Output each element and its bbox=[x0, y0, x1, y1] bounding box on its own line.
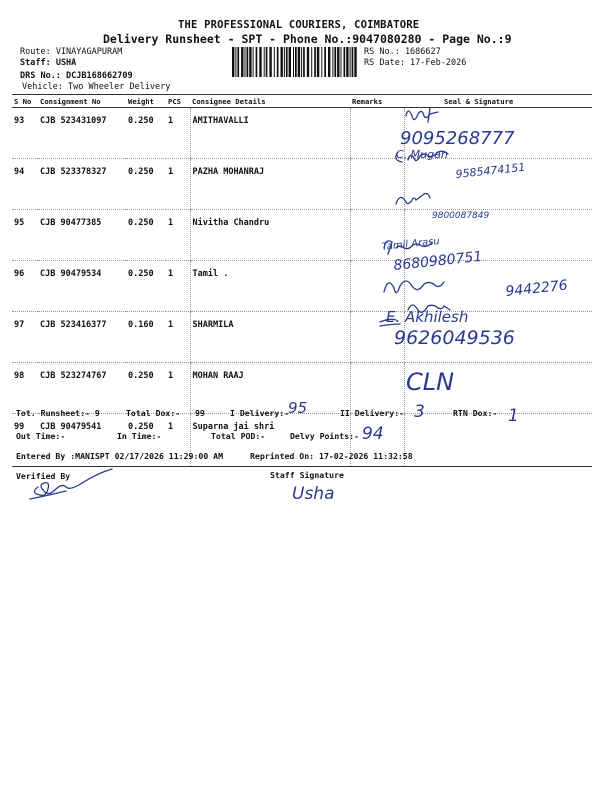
handwriting-i-delivery: 95 bbox=[288, 399, 308, 417]
cell-pcs: 1 bbox=[166, 414, 190, 467]
col-pcs: PCS bbox=[166, 95, 190, 108]
cell-weight: 0.250 bbox=[126, 210, 166, 261]
handwriting-r99: CLN bbox=[406, 368, 455, 396]
barcode-bar bbox=[321, 47, 322, 77]
barcode-bar bbox=[256, 47, 258, 77]
drs-number: DRS No.: DCJB168662709 bbox=[20, 71, 133, 81]
barcode-bar bbox=[253, 47, 254, 77]
handwriting-r97-number: 9442276 bbox=[504, 277, 569, 300]
total-dox-label: Total Dox:- bbox=[126, 408, 181, 418]
out-time-label: Out Time:- bbox=[16, 431, 66, 441]
barcode-bar bbox=[289, 47, 291, 77]
barcode bbox=[232, 47, 358, 77]
cell-pcs: 1 bbox=[166, 261, 190, 312]
barcode-bar bbox=[346, 47, 348, 77]
barcode-bar bbox=[293, 47, 294, 77]
cell-consignee: Tamil . bbox=[190, 261, 350, 312]
handwriting-delvy-points: 94 bbox=[362, 424, 384, 444]
handwriting-r96-number: 8680980751 bbox=[392, 248, 484, 274]
cell-pcs: 1 bbox=[166, 363, 190, 414]
handwriting-r94-name: C. Mugan bbox=[396, 148, 448, 161]
barcode-bar bbox=[328, 47, 330, 77]
barcode-bar bbox=[311, 47, 312, 77]
cell-weight: 0.160 bbox=[126, 312, 166, 363]
cell-pcs: 1 bbox=[166, 312, 190, 363]
barcode-bar bbox=[281, 47, 283, 77]
in-time-label: In Time:- bbox=[117, 431, 162, 441]
cell-weight: 0.250 bbox=[126, 363, 166, 414]
i-delivery-label: I Delivery:- bbox=[230, 408, 290, 418]
cell-consignment: CJB 523378327 bbox=[38, 159, 126, 210]
barcode-bar bbox=[337, 47, 339, 77]
col-remarks: Remarks bbox=[350, 95, 404, 108]
cell-pcs: 1 bbox=[166, 108, 190, 159]
barcode-bar bbox=[317, 47, 319, 77]
barcode-bar bbox=[298, 47, 300, 77]
barcode-bar bbox=[269, 47, 271, 77]
barcode-bar bbox=[247, 47, 249, 77]
barcode-bar bbox=[274, 47, 275, 77]
staff-label: Staff: USHA bbox=[20, 58, 77, 68]
barcode-bar bbox=[303, 47, 305, 77]
total-dox-value: 99 bbox=[195, 408, 205, 418]
cell-weight: 0.250 bbox=[126, 261, 166, 312]
signature-area bbox=[378, 100, 588, 420]
verified-by-label: Verified By bbox=[16, 471, 71, 481]
barcode-bar bbox=[259, 47, 261, 77]
barcode-bar bbox=[354, 47, 356, 77]
barcode-bar bbox=[241, 47, 243, 77]
barcode-bar bbox=[277, 47, 279, 77]
barcode-bar bbox=[286, 47, 288, 77]
vehicle-label: Vehicle: Two Wheeler Delivery bbox=[22, 82, 171, 92]
cell-pcs: 1 bbox=[166, 159, 190, 210]
sheet-title: Delivery Runsheet - SPT - Phone No.:9047080280 - Page No.:9 bbox=[103, 32, 512, 46]
barcode-bar bbox=[301, 47, 302, 77]
handwriting-r95: 9800087849 bbox=[432, 211, 490, 221]
barcode-bar bbox=[232, 47, 234, 77]
footer-handwriting bbox=[0, 395, 600, 535]
cell-consignment: CJB 90479541 bbox=[38, 414, 126, 467]
handwriting-staff-sign: Usha bbox=[292, 484, 335, 504]
cell-consignment: CJB 523274767 bbox=[38, 363, 126, 414]
cell-weight: 0.250 bbox=[126, 108, 166, 159]
cell-weight: 0.250 bbox=[126, 414, 166, 467]
barcode-bar bbox=[245, 47, 246, 77]
cell-consignee: MOHAN RAAJ bbox=[190, 363, 350, 414]
barcode-bar bbox=[235, 47, 236, 77]
col-weight: Weight bbox=[126, 95, 166, 108]
cell-sno: 94 bbox=[12, 159, 38, 210]
tot-runsheet: Tot. Runsheet:- 9 bbox=[16, 408, 100, 418]
barcode-bar bbox=[266, 47, 268, 77]
barcode-bar bbox=[334, 47, 336, 77]
barcode-bar bbox=[249, 47, 251, 77]
handwriting-r98-number: 9626049536 bbox=[394, 327, 515, 349]
handwriting-ii-delivery: 3 bbox=[414, 402, 425, 422]
cell-consignee: PAZHA MOHANRAJ bbox=[190, 159, 350, 210]
cell-sno: 99 bbox=[12, 414, 38, 467]
staff-signature-label: Staff Signature bbox=[270, 470, 344, 480]
cell-sno: 95 bbox=[12, 210, 38, 261]
cell-consignment: CJB 90477385 bbox=[38, 210, 126, 261]
reprinted-on: Reprinted On: 17-02-2026 11:32:58 bbox=[250, 451, 413, 461]
barcode-bar bbox=[332, 47, 333, 77]
verified-signature-scribble bbox=[30, 469, 112, 499]
barcode-bar bbox=[341, 47, 342, 77]
handwriting-r98-name: E. Akhilesh bbox=[386, 308, 469, 326]
barcode-bar bbox=[350, 47, 351, 77]
entered-by: Entered By :MANISPT 02/17/2026 11:29:00 AM bbox=[16, 451, 224, 461]
cell-consignee: Nivitha Chandru bbox=[190, 210, 350, 261]
cell-weight: 0.250 bbox=[126, 159, 166, 210]
rs-number: RS No.: 1686627 bbox=[364, 47, 441, 57]
cell-sno: 96 bbox=[12, 261, 38, 312]
cell-consignee: AMITHAVALLI bbox=[190, 108, 350, 159]
handwriting-r93: 9095268777 bbox=[400, 128, 515, 149]
route-label: Route: VINAYAGAPURAM bbox=[20, 47, 123, 57]
col-signature: Seal & Signature bbox=[404, 95, 592, 108]
cell-sno: 98 bbox=[12, 363, 38, 414]
col-sno: S No bbox=[12, 95, 38, 108]
barcode-bar bbox=[307, 47, 309, 77]
col-consignee: Consignee Details bbox=[190, 95, 350, 108]
cell-consignment: CJB 523431097 bbox=[38, 108, 126, 159]
barcode-bar bbox=[344, 47, 346, 77]
company-name: THE PROFESSIONAL COURIERS, COIMBATORE bbox=[178, 19, 420, 31]
handwritten-signatures bbox=[378, 100, 588, 420]
barcode-bar bbox=[314, 47, 316, 77]
cell-sno: 93 bbox=[12, 108, 38, 159]
barcode-bar bbox=[237, 47, 239, 77]
col-consignment: Consignment No bbox=[38, 95, 126, 108]
cell-consignee: SHARMILA bbox=[190, 312, 350, 363]
cell-sno: 97 bbox=[12, 312, 38, 363]
rs-date: RS Date: 17-Feb-2026 bbox=[364, 58, 467, 68]
ii-delivery-label: II Delivery:- bbox=[340, 408, 405, 418]
total-pod-label: Total POD:- bbox=[211, 431, 266, 441]
barcode-bar bbox=[284, 47, 285, 77]
cell-consignment: CJB 523416377 bbox=[38, 312, 126, 363]
cell-consignment: CJB 90479534 bbox=[38, 261, 126, 312]
cell-pcs: 1 bbox=[166, 210, 190, 261]
cell-consignee: Suparna jai shri bbox=[190, 414, 350, 467]
handwriting-r94-number: 9585474151 bbox=[454, 160, 526, 181]
barcode-bar bbox=[352, 47, 354, 77]
barcode-bar bbox=[264, 47, 265, 77]
delvy-points-label: Delvy Points:- bbox=[290, 431, 360, 441]
rtn-dox-label: RTN Dox:- bbox=[453, 408, 498, 418]
handwriting-r96-name: Tamil Arasu bbox=[381, 235, 441, 253]
barcode-bar bbox=[324, 47, 326, 77]
handwriting-rtn: 1 bbox=[508, 406, 519, 426]
barcode-bar bbox=[295, 47, 297, 77]
